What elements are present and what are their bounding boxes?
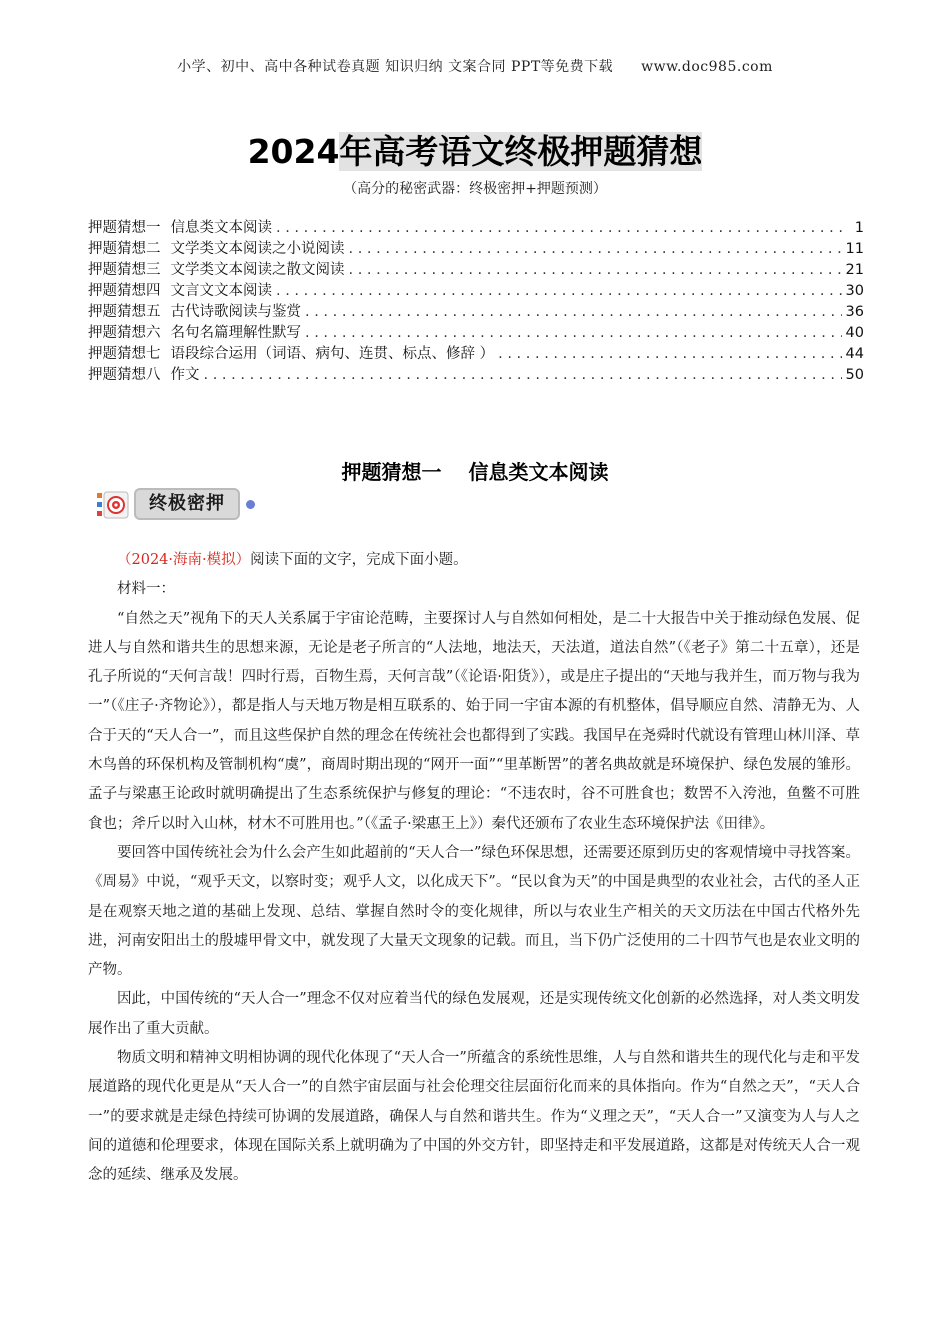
toc-leader-dots: [305, 323, 842, 344]
paragraph: 因此，中国传统的“天人合一”理念不仅对应着当代的绿色发展观，还是实现传统文化创新的必然选择，对人类文明发展作出了重大贡献。: [88, 991, 860, 1037]
toc-leader-dots: [204, 365, 842, 386]
toc-number: 押题猜想八: [88, 367, 161, 383]
target-icon: [96, 490, 130, 520]
paragraph: 要回答中国传统社会为什么会产生如此超前的“天人合一”绿色环保思想，还需要还原到历史的客观情境中寻找答案。《周易》中说，“观乎天文，以察时变；观乎人文，以化成天下”。“民以食为天”的中国是典型的农业社会，古代的圣人正是在观察天地之道的基础上发现、总结、掌握自然时令的变化规律，所以与农业生产相关的天文历法在中国古代格外先进，河南安阳出土的殷墟甲骨文中，就发现了大量天文现象的记载。而且，当下仍广泛使用的二十四节气也是农业文明的产物。: [88, 844, 860, 979]
toc-row[interactable]: [88, 218, 864, 239]
toc-leader-dots: [349, 239, 842, 260]
header-slogan: 小学、初中、高中各种试卷真题 知识归纳 文案合同 PPT等免费下载: [177, 59, 614, 75]
toc-page: 1: [854, 220, 864, 236]
badge-label: 终极密押: [134, 488, 240, 520]
title-year: 2024: [247, 132, 340, 171]
toc-leader-dots: [498, 344, 841, 365]
paragraph: “自然之天”视角下的天人关系属于宇宙论范畴，主要探讨人与自然如何相处，是二十大报告中关于推动绿色发展、促进人与自然和谐共生的思想来源，无论是老子所言的“人法地，地法天，天法道，道法自然”（《老子》第二十五章），还是孔子所说的“天何言哉！四时行焉，百物生焉，天何言哉”（《论语·阳货》），或是庄子提出的“天地与我并生，而万物与我为一”（《庄子·齐物论》），都是指人与天地万物是相互联系的、始于同一宇宙本源的有机整体，倡导顺应自然、清静无为、人合于天的“天人合一”，而且这些保护自然的理念在传统社会也都得到了实践。我国早在尧舜时代就设有管理山林川泽、草木鸟兽的环保机构及管制机构“虞”，商周时期出现的“网开一面”“里革断罟”的著名典故就是环境保护、绿色发展的雏形。孟子与梁惠王论政时就明确提出了生态系统保护与修复的理论：“不违农时，谷不可胜食也；数罟不入洿池，鱼鳖不可胜食也；斧斤以时入山林，材木不可胜用也。”（《孟子·梁惠王上》）秦代还颁布了农业生态环境保护法《田律》。: [88, 610, 860, 832]
toc-page: 36: [845, 304, 864, 320]
toc-page: 11: [845, 241, 864, 257]
badge-dot-icon: [246, 500, 255, 509]
page-header: [0, 56, 950, 76]
toc-page: 30: [845, 283, 864, 299]
toc-row[interactable]: [88, 239, 864, 260]
toc-page: 21: [845, 262, 864, 278]
question-prompt-text: 阅读下面的文字，完成下面小题。: [250, 552, 468, 568]
toc-label: 古代诗歌阅读与鉴赏: [170, 304, 301, 320]
table-of-contents: [88, 218, 864, 386]
toc-row[interactable]: [88, 260, 864, 281]
material-label: 材料一：: [117, 581, 175, 598]
toc-row[interactable]: [88, 302, 864, 323]
toc-page: 40: [845, 325, 864, 341]
toc-leader-dots: [276, 281, 842, 302]
toc-row[interactable]: [88, 281, 864, 302]
toc-leader-dots: [305, 302, 842, 323]
question-source: （2024·海南·模拟）: [117, 552, 251, 568]
toc-leader-dots: [349, 260, 842, 281]
toc-label: 文学类文本阅读之小说阅读: [170, 241, 345, 257]
toc-number: 押题猜想一: [88, 220, 161, 236]
header-site-link[interactable]: www.doc985.com: [641, 59, 773, 75]
toc-label: 名句名篇理解性默写: [170, 325, 301, 341]
toc-label: 作文: [170, 367, 200, 383]
toc-label: 文学类文本阅读之散文阅读: [170, 262, 345, 278]
document-title: [0, 130, 950, 174]
toc-number: 押题猜想二: [88, 241, 161, 257]
toc-page: 50: [845, 367, 864, 383]
toc-label: 信息类文本阅读: [170, 220, 272, 236]
title-main: 年高考语文终极押题猜想: [339, 132, 703, 171]
toc-page: 44: [845, 346, 864, 362]
toc-row[interactable]: [88, 323, 864, 344]
toc-number: 押题猜想六: [88, 325, 161, 341]
toc-number: 押题猜想五: [88, 304, 161, 320]
toc-number: 押题猜想七: [88, 346, 161, 362]
question-prompt: [88, 546, 860, 575]
toc-row[interactable]: [88, 344, 864, 365]
toc-label: 语段综合运用（词语、病句、连贯、标点、修辞 ）: [170, 346, 495, 362]
section-badge: [96, 486, 260, 524]
paragraph: 物质文明和精神文明相协调的现代化体现了“天人合一”所蕴含的系统性思维，人与自然和谐共生的现代化与走和平发展道路的现代化更是从“天人合一”的自然宇宙层面与社会伦理交往层面衍化而来的具体指向。作为“自然之天”，“天人合一”的要求就是走绿色持续可协调的发展道路，确保人与自然和谐共生。作为“义理之天”，“天人合一”又演变为人与人之间的道德和伦理要求，体现在国际关系上就明确为了中国的外交方针，即坚持走和平发展道路，这都是对传统天人合一观念的延续、继承及发展。: [88, 1050, 860, 1184]
toc-row[interactable]: [88, 365, 864, 386]
toc-label: 文言文文本阅读: [170, 283, 272, 299]
reading-material: [88, 546, 860, 1191]
toc-number: 押题猜想四: [88, 283, 161, 299]
section-title: 押题猜想一 信息类文本阅读: [341, 460, 609, 484]
document-subtitle: （高分的秘密武器：终极密押+押题预测）: [343, 181, 607, 197]
toc-number: 押题猜想三: [88, 262, 161, 278]
toc-leader-dots: [276, 218, 842, 239]
